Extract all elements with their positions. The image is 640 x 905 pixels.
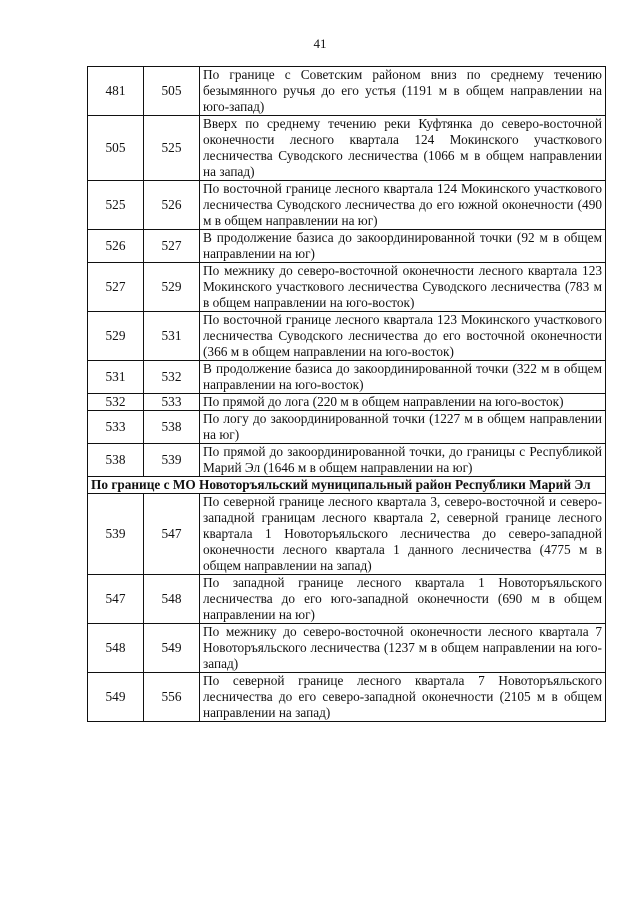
segment-description: По логу до закоординированной точки (1227 м в общем направлении на юг) — [200, 411, 606, 444]
point-from: 481 — [88, 67, 144, 116]
segment-description: Вверх по среднему течению реки Куфтянка до северо-восточной оконечности лесного квартала 124 Мокинского участкового лесничества Суводского лесничества (1066 м в общем направлении на запад) — [200, 116, 606, 181]
segment-description: В продолжение базиса до закоординированной точки (92 м в общем направлении на юг) — [200, 230, 606, 263]
point-from: 526 — [88, 230, 144, 263]
segment-description: По северной границе лесного квартала 3, северо-восточной и северо-западной границам лесного квартала 2, северной границе лесного квартала 1 Новоторъяльского лесничества до северо-западной оконечности лесного квартала 1 данного лесничества (4775 м в общем направлении на запад) — [200, 494, 606, 575]
point-from: 525 — [88, 181, 144, 230]
point-from: 548 — [88, 624, 144, 673]
table-row — [88, 67, 606, 116]
point-from: 529 — [88, 312, 144, 361]
segment-description: По прямой до закоординированной точки, до границы с Республикой Марий Эл (1646 м в общем направлении на юг) — [200, 444, 606, 477]
point-to: 533 — [144, 394, 200, 411]
table-row — [88, 494, 606, 575]
point-from: 505 — [88, 116, 144, 181]
point-from: 539 — [88, 494, 144, 575]
point-to: 505 — [144, 67, 200, 116]
point-to: 538 — [144, 411, 200, 444]
table-row — [88, 394, 606, 411]
table-row — [88, 624, 606, 673]
point-from: 549 — [88, 673, 144, 722]
segment-description: По северной границе лесного квартала 7 Новоторъяльского лесничества до его северо-западной оконечности (2105 м в общем направлении на запад) — [200, 673, 606, 722]
boundary-table — [87, 66, 606, 722]
table-row — [88, 411, 606, 444]
segment-description: По межнику до северо-восточной оконечности лесного квартала 7 Новоторъяльского лесничества (1237 м в общем направлении на юго-запад) — [200, 624, 606, 673]
point-from: 533 — [88, 411, 144, 444]
point-to: 556 — [144, 673, 200, 722]
section-title: По границе с МО Новоторъяльский муниципальный район Республики Марий Эл — [88, 477, 606, 494]
point-to: 531 — [144, 312, 200, 361]
table-row — [88, 673, 606, 722]
table-row — [88, 263, 606, 312]
point-to: 532 — [144, 361, 200, 394]
page-number: 41 — [313, 36, 327, 51]
table-row — [88, 361, 606, 394]
section-header-row — [88, 477, 606, 494]
point-to: 529 — [144, 263, 200, 312]
point-from: 532 — [88, 394, 144, 411]
segment-description: По восточной границе лесного квартала 123 Мокинского участкового лесничества Суводского лесничества до его восточной оконечности (366 м в общем направлении на юго-восток) — [200, 312, 606, 361]
table-row — [88, 575, 606, 624]
segment-description: По прямой до лога (220 м в общем направлении на юго-восток) — [200, 394, 606, 411]
point-from: 538 — [88, 444, 144, 477]
segment-description: В продолжение базиса до закоординированной точки (322 м в общем направлении на юго-восток) — [200, 361, 606, 394]
point-to: 527 — [144, 230, 200, 263]
segment-description: По западной границе лесного квартала 1 Новоторъяльского лесничества до его юго-западной оконечности (690 м в общем направлении на юг) — [200, 575, 606, 624]
point-to: 549 — [144, 624, 200, 673]
point-to: 548 — [144, 575, 200, 624]
segment-description: По восточной границе лесного квартала 124 Мокинского участкового лесничества Суводского лесничества до его южной оконечности (490 м в общем направлении на юг) — [200, 181, 606, 230]
point-to: 526 — [144, 181, 200, 230]
table-row — [88, 444, 606, 477]
point-from: 547 — [88, 575, 144, 624]
point-to: 525 — [144, 116, 200, 181]
segment-description: По границе с Советским районом вниз по среднему течению безымянного ручья до его устья (1191 м в общем направлении на юго-запад) — [200, 67, 606, 116]
table-row — [88, 181, 606, 230]
segment-description: По межнику до северо-восточной оконечности лесного квартала 123 Мокинского участкового лесничества Суводского лесничества (783 м в общем направлении на юго-восток) — [200, 263, 606, 312]
point-to: 547 — [144, 494, 200, 575]
table-row — [88, 312, 606, 361]
point-from: 527 — [88, 263, 144, 312]
point-to: 539 — [144, 444, 200, 477]
point-from: 531 — [88, 361, 144, 394]
table-row — [88, 116, 606, 181]
table-row — [88, 230, 606, 263]
